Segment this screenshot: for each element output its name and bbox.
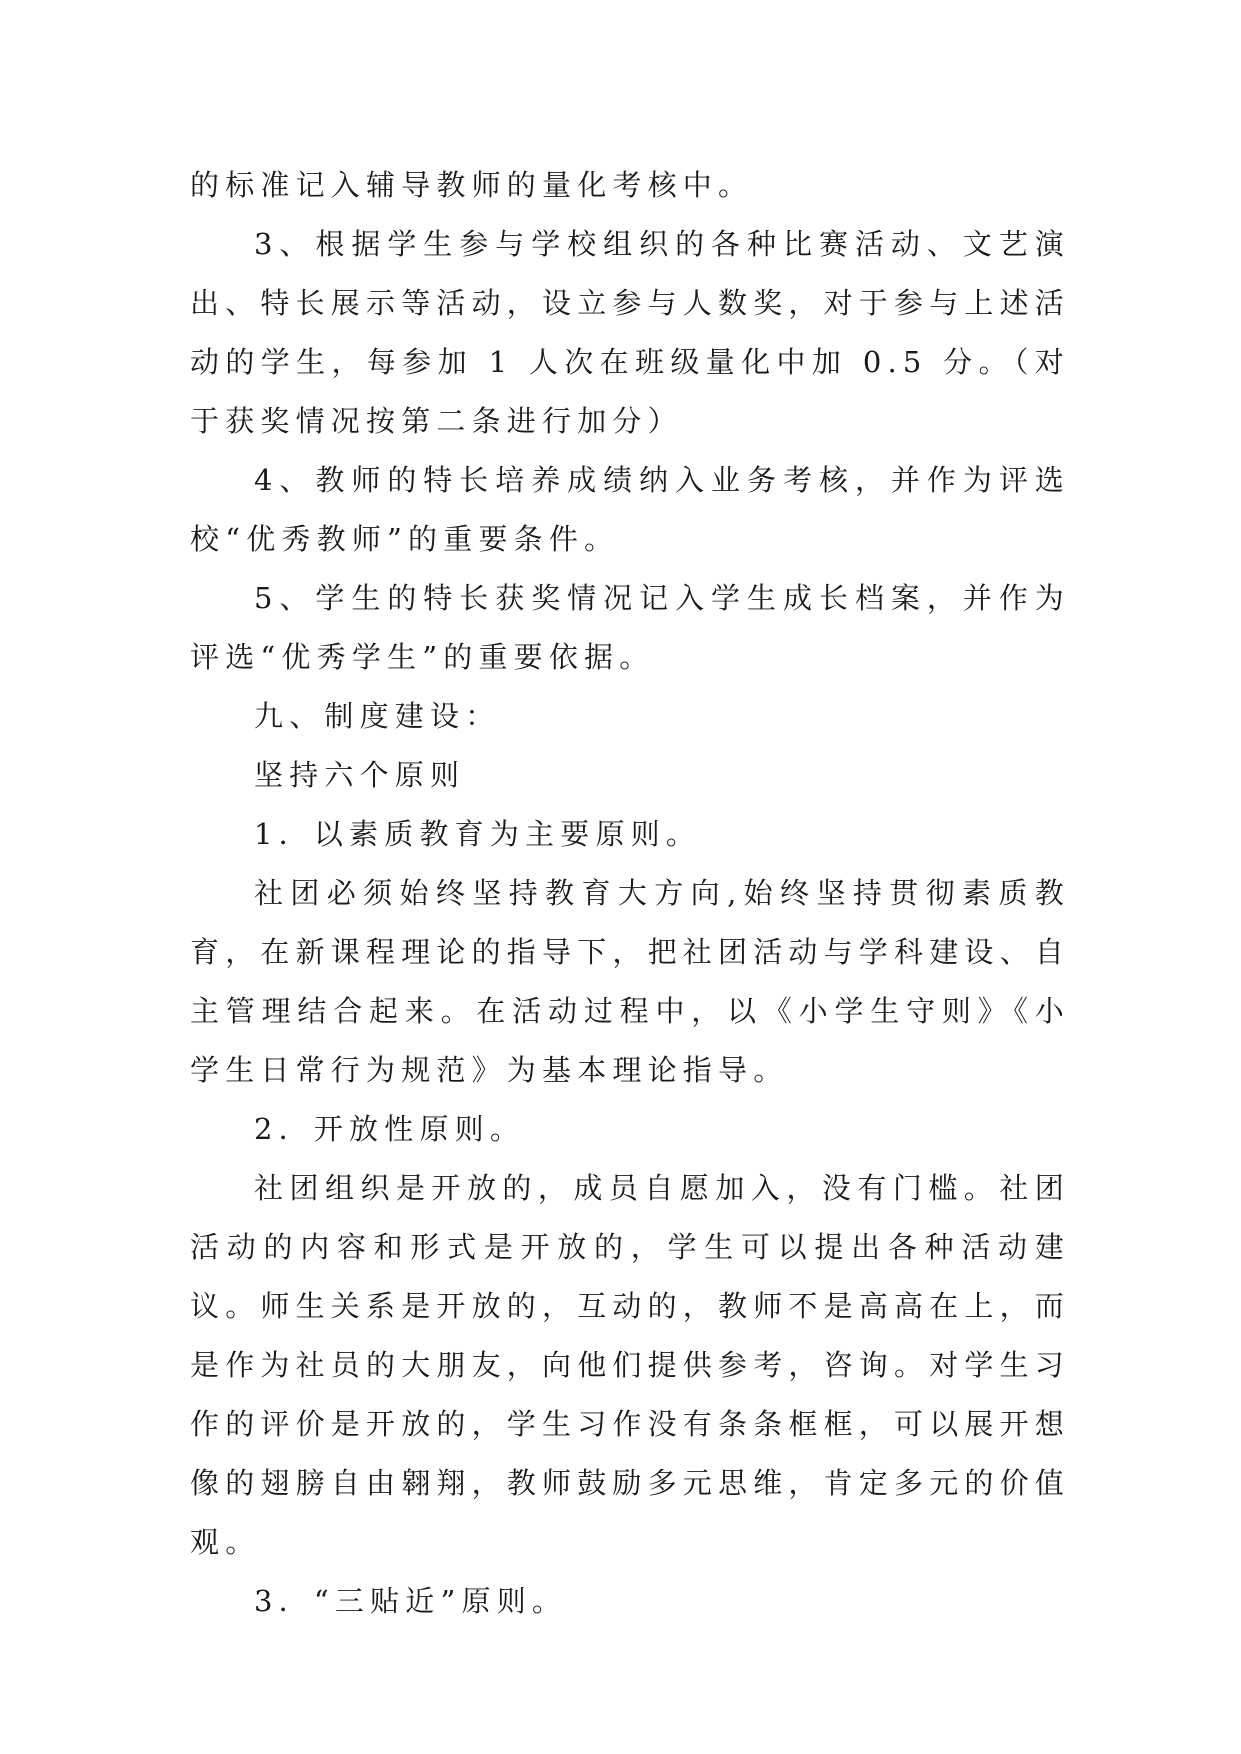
paragraph-continuation: 的标准记入辅导教师的量化考核中。 xyxy=(190,168,754,202)
paragraph-item-4: 4、教师的特长培养成绩纳入业务考核，并作为评选校“优秀教师”的重要条件。 xyxy=(190,463,1070,556)
section-heading-system: 九、制度建设： xyxy=(254,699,501,733)
principle-1-title: 1．以素质教育为主要原则。 xyxy=(254,817,702,851)
paragraph-item-5: 5、学生的特长获奖情况记入学生成长档案，并作为评选“优秀学生”的重要依据。 xyxy=(190,581,1070,674)
principle-2-title: 2．开放性原则。 xyxy=(254,1112,526,1146)
subheading-six-principles: 坚持六个原则 xyxy=(254,758,466,792)
principle-2-body: 社团组织是开放的，成员自愿加入，没有门槛。社团活动的内容和形式是开放的，学生可以提出各种活动建议。师生关系是开放的，互动的，教师不是高高在上，而是作为社员的大朋友，向他们提供参考，咨询。对学生习作的评价是开放的，学生习作没有条条框框，可以展开想像的翅膀自由翱翔，教师鼓励多元思维，肯定多元的价值观。 xyxy=(190,1171,1071,1559)
principle-1-body: 社团必须始终坚持教育大方向,始终坚持贯彻素质教育，在新课程理论的指导下，把社团活动与学科建设、自主管理结合起来。在活动过程中，以《小学生守则》《小学生日常行为规范》为基本理论指导。 xyxy=(190,876,1071,1087)
document-body xyxy=(190,156,1070,1631)
principle-3-title: 3．“三贴近”原则。 xyxy=(254,1584,568,1618)
paragraph-item-3: 3、根据学生参与学校组织的各种比赛活动、文艺演出、特长展示等活动，设立参与人数奖，对于参与上述活动的学生，每参加 1 人次在班级量化中加 0.5 分。（对于获奖情况按第二条进行加分） xyxy=(190,227,1071,438)
